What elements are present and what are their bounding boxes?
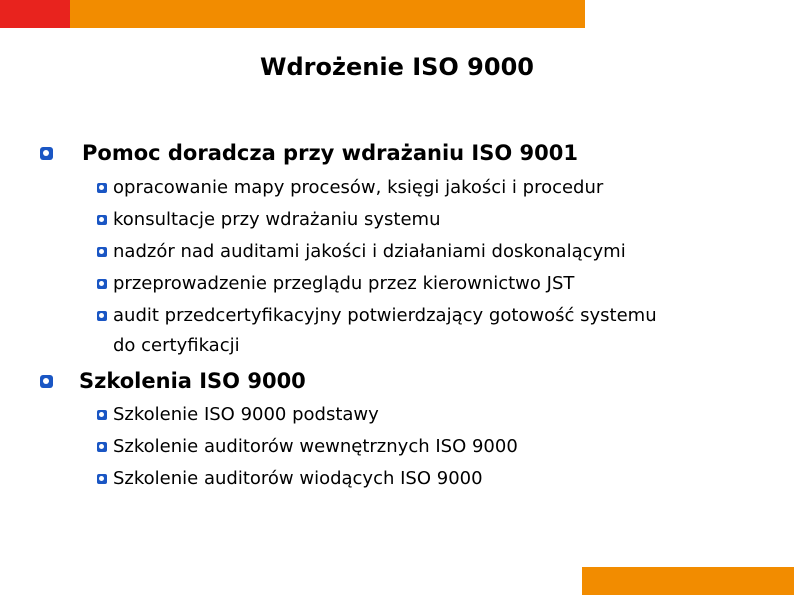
list-item-text: audit przedcertyfikacyjny potwierdzający gotowość systemu <box>113 305 657 326</box>
section-heading-text: Pomoc doradcza przy wdrażaniu ISO 9001 <box>82 141 578 165</box>
list-item <box>97 268 657 300</box>
list-item <box>97 300 657 360</box>
q-bullet-icon <box>97 442 107 452</box>
list-item-text: Szkolenie auditorów wewnętrznych ISO 9000 <box>113 436 518 457</box>
training-list <box>97 399 518 495</box>
list-item-text: opracowanie mapy procesów, księgi jakości i procedur <box>113 177 604 198</box>
footer-bar-orange <box>582 567 794 595</box>
list-item-text: Szkolenie auditorów wiodących ISO 9000 <box>113 468 483 489</box>
section-heading-training <box>40 368 306 394</box>
list-item <box>97 399 518 431</box>
list-item <box>97 463 518 495</box>
q-bullet-icon <box>97 215 107 225</box>
q-bullet-icon <box>97 311 107 321</box>
q-bullet-icon <box>40 375 53 388</box>
list-item-text: przeprowadzenie przeglądu przez kierownictwo JST <box>113 273 575 294</box>
q-bullet-icon <box>97 410 107 420</box>
q-bullet-icon <box>97 474 107 484</box>
list-item <box>97 204 657 236</box>
q-bullet-icon <box>40 147 53 160</box>
list-item <box>97 431 518 463</box>
section-heading-text: Szkolenia ISO 9000 <box>79 369 306 393</box>
q-bullet-icon <box>97 279 107 289</box>
header-bar-red <box>0 0 70 28</box>
consulting-list <box>97 172 657 360</box>
list-item-text: konsultacje przy wdrażaniu systemu <box>113 209 441 230</box>
list-item <box>97 172 657 204</box>
q-bullet-icon <box>97 183 107 193</box>
header-bar-orange <box>70 0 585 28</box>
list-item-text: nadzór nad auditami jakości i działaniami doskonalącymi <box>113 241 626 262</box>
slide-title: Wdrożenie ISO 9000 <box>260 53 534 81</box>
list-item-text: Szkolenie ISO 9000 podstawy <box>113 404 379 425</box>
section-heading-consulting <box>40 140 578 166</box>
list-item <box>97 236 657 268</box>
q-bullet-icon <box>97 247 107 257</box>
list-item-text-continued: do certyfikacji <box>113 335 240 356</box>
